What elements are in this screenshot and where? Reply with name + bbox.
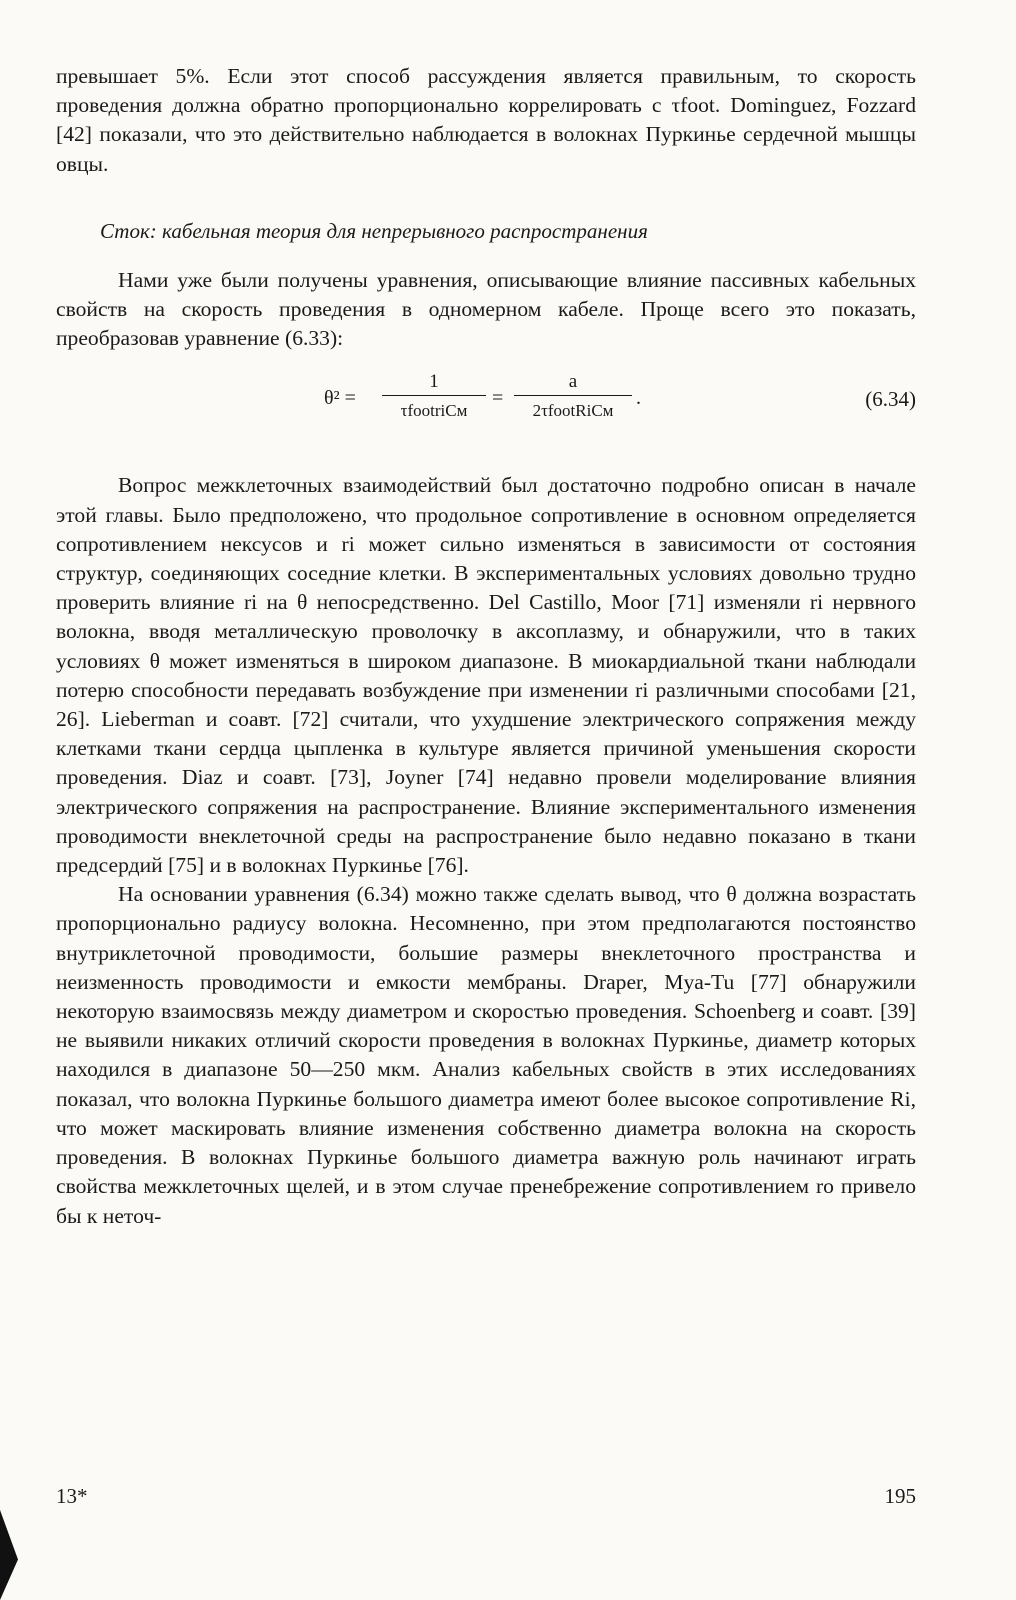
signature-mark: 13* bbox=[56, 1484, 88, 1508]
section-heading: Сток: кабельная теория для непрерывного распространения bbox=[100, 218, 648, 243]
paragraph-3: Вопрос межклеточных взаимодействий был достаточно подробно описан в начале этой главы. Было предположено, что продольное сопротивление в основном определяется сопротивлением нексусов и ri может сильно изменяться в зависимости от состояния структур, соединяющих соседние клетки. В экспериментальных условиях довольно трудно проверить влияние ri на θ непосредственно. Del Castillo, Moor [71] изменяли ri нервного волокна, вводя металлическую проволочку в аксоплазму, и обнаружили, что в таких условиях θ может изменяться в широком диапазоне. В миокардиальной ткани наблюдали потерю способности передавать возбуждение при изменении ri различными способами [21, 26]. Lieberman и соавт. [72] считали, что ухудшение электрического сопряжения между клетками ткани сердца цыпленка в культуре является причиной уменьшения скорости проведения. Diaz и соавт. [73], Joyner [74] недавно провели моделирование влияния электрического сопряжения на распространение. Влияние экспериментального изменения проводимости внеклеточной среды на распространение было недавно показано в ткани предсердий [75] и в волокнах Пуркинье [76]. bbox=[56, 473, 916, 878]
fraction-1-numerator: 1 bbox=[429, 371, 439, 393]
fraction-2 bbox=[514, 369, 632, 426]
page-footer bbox=[56, 1484, 916, 1509]
equation-6-34 bbox=[56, 365, 916, 449]
page-body bbox=[56, 62, 916, 1231]
equation-period: . bbox=[636, 387, 641, 410]
page-number: 195 bbox=[884, 1484, 916, 1508]
paragraph-2: Нами уже были получены уравнения, описывающие влияние пассивных кабельных свойств на скорость проведения в одномерном кабеле. Проще всего это показать, преобразовав уравнение (6.33): bbox=[56, 267, 916, 351]
paragraph-1: превышает 5%. Если этот способ рассуждения является правильным, то скорость проведения должна обратно пропорционально коррелировать с τfoot. Dominguez, Fozzard [42] показали, что это действительно наблюдается в волокнах Пуркинье сердечной мышцы овцы. bbox=[56, 64, 916, 176]
scan-edge-mark bbox=[0, 1510, 18, 1600]
fraction-2-numerator: a bbox=[568, 371, 578, 393]
fraction-1 bbox=[382, 369, 486, 426]
fraction-2-denominator: 2τfootRiCм bbox=[532, 401, 614, 421]
paragraph-4: На основании уравнения (6.34) можно также сделать вывод, что θ должна возрастать пропорционально радиусу волокна. Несомненно, при этом предполагаются постоянство внутриклеточной проводимости, большие размеры внеклеточного пространства и неизменность проводимости и емкости мембраны. Draper, Mya-Tu [77] обнаружили некоторую взаимосвязь между диаметром и скоростью проведения. Schoenberg и соавт. [39] не выявили никаких отличий скорости проведения в волокнах Пуркинье, диаметр которых находился в диапазоне 50—250 мкм. Анализ кабельных свойств в этих исследованиях показал, что волокна Пуркинье большого диаметра имеют более высокое сопротивление Ri, что может маскировать влияние изменения собственно диаметра волокна на скорость проведения. В волокнах Пуркинье большого диаметра важную роль начинают играть свойства межклеточных щелей, и в этом случае пренебрежение сопротивлением ro привело бы к неточ- bbox=[56, 882, 916, 1228]
equation-number: (6.34) bbox=[865, 387, 916, 412]
equation-lhs: θ² = bbox=[324, 387, 356, 410]
fraction-1-denominator: τfootriCм bbox=[400, 401, 468, 421]
equation-equals: = bbox=[492, 387, 504, 410]
